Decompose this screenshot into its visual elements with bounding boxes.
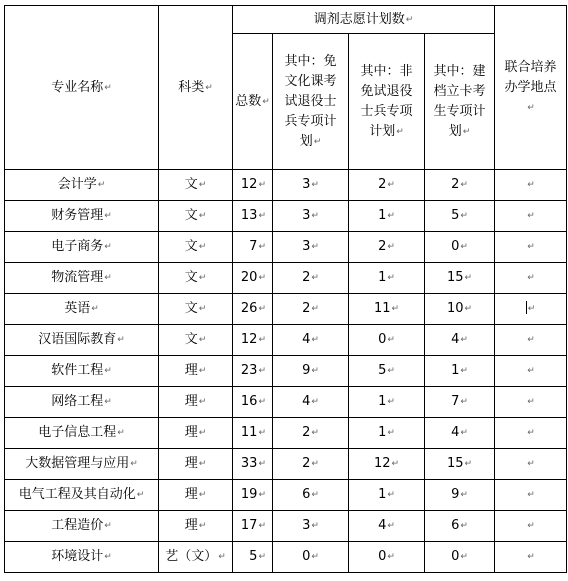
cell-sub3: 4↵ bbox=[425, 418, 495, 449]
header-group-title: 调剂志愿计划数↵ bbox=[233, 6, 495, 34]
return-mark-icon: ↵ bbox=[104, 366, 112, 376]
header-major: 专业名称↵ bbox=[5, 6, 159, 170]
return-mark-icon: ↵ bbox=[527, 552, 535, 562]
return-mark-icon: ↵ bbox=[198, 304, 207, 314]
cell-total: 5↵ bbox=[233, 542, 273, 573]
table-row bbox=[5, 542, 567, 573]
return-mark-icon: ↵ bbox=[198, 211, 207, 221]
return-mark-icon: ↵ bbox=[198, 490, 207, 500]
return-mark-icon: ↵ bbox=[311, 335, 319, 345]
return-mark-icon: ↵ bbox=[311, 304, 319, 314]
return-mark-icon: ↵ bbox=[460, 242, 468, 252]
return-mark-icon: ↵ bbox=[311, 242, 319, 252]
cell-category: 文↵ bbox=[159, 170, 233, 201]
return-mark-icon: ↵ bbox=[527, 490, 535, 500]
cell-sub2: 1↵ bbox=[349, 480, 425, 511]
cell-major: 大数据管理与应用↵ bbox=[5, 449, 159, 480]
cell-sub2: 1↵ bbox=[349, 263, 425, 294]
cell-location[interactable] bbox=[495, 449, 567, 480]
return-mark-icon: ↵ bbox=[258, 366, 266, 376]
return-mark-icon: ↵ bbox=[464, 459, 473, 469]
return-mark-icon: ↵ bbox=[104, 242, 112, 252]
cell-category: 理↵ bbox=[159, 387, 233, 418]
cell-sub3: 6↵ bbox=[425, 511, 495, 542]
cell-category: 理↵ bbox=[159, 480, 233, 511]
cell-category: 文↵ bbox=[159, 325, 233, 356]
return-mark-icon: ↵ bbox=[460, 490, 468, 500]
cell-category: 艺（文）↵ bbox=[159, 542, 233, 573]
cell-major: 电子商务↵ bbox=[5, 232, 159, 263]
return-mark-icon: ↵ bbox=[258, 180, 266, 190]
cell-total: 20↵ bbox=[233, 263, 273, 294]
cell-sub1: 0↵ bbox=[273, 542, 349, 573]
return-mark-icon: ↵ bbox=[387, 242, 395, 252]
return-mark-icon: ↵ bbox=[205, 82, 213, 93]
cell-category: 理↵ bbox=[159, 356, 233, 387]
return-mark-icon: ↵ bbox=[313, 136, 322, 147]
return-mark-icon: ↵ bbox=[527, 335, 535, 345]
cell-sub2: 2↵ bbox=[349, 170, 425, 201]
return-mark-icon: ↵ bbox=[198, 242, 207, 252]
cell-location[interactable] bbox=[495, 356, 567, 387]
header-sub2: 其中：非免试退役士兵专项计划↵ bbox=[349, 34, 425, 170]
cell-sub2: 12↵ bbox=[349, 449, 425, 480]
return-mark-icon: ↵ bbox=[91, 304, 99, 314]
return-mark-icon: ↵ bbox=[198, 273, 207, 283]
cell-sub3: 4↵ bbox=[425, 325, 495, 356]
return-mark-icon: ↵ bbox=[311, 366, 319, 376]
table-row bbox=[5, 294, 567, 325]
cell-major: 物流管理↵ bbox=[5, 263, 159, 294]
cell-location[interactable] bbox=[495, 232, 567, 263]
cell-sub3: 1↵ bbox=[425, 356, 495, 387]
cell-major: 汉语国际教育↵ bbox=[5, 325, 159, 356]
return-mark-icon: ↵ bbox=[460, 552, 468, 562]
table-row bbox=[5, 325, 567, 356]
cell-sub3: 7↵ bbox=[425, 387, 495, 418]
cell-location[interactable] bbox=[495, 480, 567, 511]
table-row bbox=[5, 418, 567, 449]
return-mark-icon: ↵ bbox=[198, 180, 207, 190]
cell-sub3: 15↵ bbox=[425, 449, 495, 480]
return-mark-icon: ↵ bbox=[387, 211, 395, 221]
return-mark-icon: ↵ bbox=[387, 273, 395, 283]
cell-total: 33↵ bbox=[233, 449, 273, 480]
cell-sub3: 2↵ bbox=[425, 170, 495, 201]
return-mark-icon: ↵ bbox=[258, 490, 266, 500]
cell-sub2: 11↵ bbox=[349, 294, 425, 325]
cell-major: 环境设计↵ bbox=[5, 542, 159, 573]
cell-sub1: 2↵ bbox=[273, 418, 349, 449]
enrollment-plan-table bbox=[4, 5, 567, 573]
cell-total: 26↵ bbox=[233, 294, 273, 325]
header-sub3: 其中：建档立卡考生专项计划↵ bbox=[425, 34, 495, 170]
cell-sub1: 4↵ bbox=[273, 325, 349, 356]
cell-location[interactable] bbox=[495, 325, 567, 356]
cell-major: 电气工程及其自动化↵ bbox=[5, 480, 159, 511]
return-mark-icon: ↵ bbox=[527, 366, 535, 376]
return-mark-icon: ↵ bbox=[462, 126, 471, 137]
cell-sub1: 4↵ bbox=[273, 387, 349, 418]
cell-total: 16↵ bbox=[233, 387, 273, 418]
return-mark-icon: ↵ bbox=[464, 304, 473, 314]
cell-location[interactable] bbox=[495, 201, 567, 232]
cell-sub2: 4↵ bbox=[349, 511, 425, 542]
table-row bbox=[5, 170, 567, 201]
cell-sub2: 1↵ bbox=[349, 387, 425, 418]
return-mark-icon: ↵ bbox=[198, 335, 207, 345]
return-mark-icon: ↵ bbox=[198, 459, 207, 469]
return-mark-icon: ↵ bbox=[387, 490, 395, 500]
return-mark-icon: ↵ bbox=[104, 211, 112, 221]
return-mark-icon: ↵ bbox=[198, 397, 207, 407]
cell-category: 理↵ bbox=[159, 511, 233, 542]
cell-sub1: 2↵ bbox=[273, 449, 349, 480]
table-row bbox=[5, 480, 567, 511]
return-mark-icon: ↵ bbox=[198, 521, 207, 531]
return-mark-icon: ↵ bbox=[387, 180, 395, 190]
return-mark-icon: ↵ bbox=[527, 459, 535, 469]
cell-sub3: 15↵ bbox=[425, 263, 495, 294]
return-mark-icon: ↵ bbox=[258, 273, 266, 283]
return-mark-icon: ↵ bbox=[311, 521, 319, 531]
return-mark-icon: ↵ bbox=[460, 366, 468, 376]
return-mark-icon: ↵ bbox=[387, 552, 395, 562]
cell-category: 文↵ bbox=[159, 294, 233, 325]
cell-sub2: 1↵ bbox=[349, 201, 425, 232]
return-mark-icon: ↵ bbox=[527, 211, 535, 221]
table-row bbox=[5, 232, 567, 263]
cell-category: 理↵ bbox=[159, 449, 233, 480]
return-mark-icon: ↵ bbox=[104, 82, 112, 93]
cell-total: 17↵ bbox=[233, 511, 273, 542]
return-mark-icon: ↵ bbox=[527, 242, 535, 252]
cell-location[interactable] bbox=[495, 294, 567, 325]
cell-location[interactable] bbox=[495, 263, 567, 294]
return-mark-icon: ↵ bbox=[311, 552, 319, 562]
cell-major: 工程造价↵ bbox=[5, 511, 159, 542]
cell-sub2: 1↵ bbox=[349, 418, 425, 449]
cell-major: 会计学↵ bbox=[5, 170, 159, 201]
return-mark-icon: ↵ bbox=[198, 366, 207, 376]
cell-total: 19↵ bbox=[233, 480, 273, 511]
return-mark-icon: ↵ bbox=[387, 397, 395, 407]
cell-sub1: 3↵ bbox=[273, 511, 349, 542]
cell-sub3: 5↵ bbox=[425, 201, 495, 232]
cell-sub3: 9↵ bbox=[425, 480, 495, 511]
return-mark-icon: ↵ bbox=[311, 180, 319, 190]
return-mark-icon: ↵ bbox=[527, 521, 535, 531]
table-row bbox=[5, 449, 567, 480]
cell-total: 13↵ bbox=[233, 201, 273, 232]
table-row bbox=[5, 387, 567, 418]
cell-total: 7↵ bbox=[233, 232, 273, 263]
return-mark-icon: ↵ bbox=[311, 397, 319, 407]
return-mark-icon: ↵ bbox=[460, 397, 468, 407]
return-mark-icon: ↵ bbox=[460, 180, 468, 190]
return-mark-icon: ↵ bbox=[311, 211, 319, 221]
cell-category: 理↵ bbox=[159, 418, 233, 449]
return-mark-icon: ↵ bbox=[258, 211, 266, 221]
cell-category: 文↵ bbox=[159, 263, 233, 294]
cell-total: 11↵ bbox=[233, 418, 273, 449]
cell-major: 电子信息工程↵ bbox=[5, 418, 159, 449]
return-mark-icon: ↵ bbox=[527, 397, 535, 407]
cell-sub1: 2↵ bbox=[273, 263, 349, 294]
return-mark-icon: ↵ bbox=[117, 428, 125, 438]
cell-sub3: 0↵ bbox=[425, 232, 495, 263]
cell-total: 12↵ bbox=[233, 325, 273, 356]
return-mark-icon: ↵ bbox=[391, 304, 400, 314]
return-mark-icon: ↵ bbox=[258, 521, 266, 531]
return-mark-icon: ↵ bbox=[104, 521, 112, 531]
return-mark-icon: ↵ bbox=[387, 521, 395, 531]
header-total: 总数↵ bbox=[233, 34, 273, 170]
cell-sub1: 3↵ bbox=[273, 170, 349, 201]
return-mark-icon: ↵ bbox=[104, 552, 112, 562]
cell-sub1: 6↵ bbox=[273, 480, 349, 511]
header-sub1: 其中：免文化课考试退役士兵专项计划↵ bbox=[273, 34, 349, 170]
return-mark-icon: ↵ bbox=[464, 273, 473, 283]
return-mark-icon: ↵ bbox=[311, 490, 319, 500]
return-mark-icon: ↵ bbox=[311, 428, 319, 438]
return-mark-icon: ↵ bbox=[97, 180, 106, 190]
cell-location[interactable] bbox=[495, 418, 567, 449]
return-mark-icon: ↵ bbox=[527, 428, 535, 438]
return-mark-icon: ↵ bbox=[311, 273, 319, 283]
return-mark-icon: ↵ bbox=[527, 180, 535, 190]
return-mark-icon: ↵ bbox=[258, 242, 266, 252]
cell-sub2: 2↵ bbox=[349, 232, 425, 263]
return-mark-icon: ↵ bbox=[258, 459, 266, 469]
cell-major: 财务管理↵ bbox=[5, 201, 159, 232]
cell-sub3: 10↵ bbox=[425, 294, 495, 325]
return-mark-icon: ↵ bbox=[258, 335, 266, 345]
return-mark-icon: ↵ bbox=[527, 102, 535, 113]
cell-sub1: 3↵ bbox=[273, 201, 349, 232]
cell-location[interactable] bbox=[495, 387, 567, 418]
cell-total: 12↵ bbox=[233, 170, 273, 201]
return-mark-icon: ↵ bbox=[527, 273, 535, 283]
return-mark-icon: ↵ bbox=[460, 335, 468, 345]
cell-major: 网络工程↵ bbox=[5, 387, 159, 418]
table-row bbox=[5, 511, 567, 542]
cell-category: 文↵ bbox=[159, 232, 233, 263]
return-mark-icon: ↵ bbox=[130, 459, 138, 469]
return-mark-icon: ↵ bbox=[460, 211, 468, 221]
return-mark-icon: ↵ bbox=[258, 304, 266, 314]
return-mark-icon: ↵ bbox=[396, 126, 404, 137]
cell-major: 软件工程↵ bbox=[5, 356, 159, 387]
return-mark-icon: ↵ bbox=[136, 490, 145, 500]
text-cursor-icon bbox=[526, 301, 527, 314]
cell-location[interactable] bbox=[495, 511, 567, 542]
return-mark-icon: ↵ bbox=[198, 428, 207, 438]
return-mark-icon: ↵ bbox=[218, 552, 226, 562]
return-mark-icon: ↵ bbox=[262, 96, 270, 107]
cell-sub3: 0↵ bbox=[425, 542, 495, 573]
return-mark-icon: ↵ bbox=[104, 397, 112, 407]
table-row bbox=[5, 263, 567, 294]
cell-sub1: 3↵ bbox=[273, 232, 349, 263]
cell-location[interactable] bbox=[495, 542, 567, 573]
cell-major: 英语↵ bbox=[5, 294, 159, 325]
cell-location[interactable] bbox=[495, 170, 567, 201]
return-mark-icon: ↵ bbox=[387, 366, 395, 376]
return-mark-icon: ↵ bbox=[311, 459, 319, 469]
return-mark-icon: ↵ bbox=[391, 459, 400, 469]
table-row bbox=[5, 356, 567, 387]
return-mark-icon: ↵ bbox=[104, 273, 112, 283]
return-mark-icon: ↵ bbox=[387, 335, 395, 345]
return-mark-icon: ↵ bbox=[527, 304, 536, 314]
return-mark-icon: ↵ bbox=[258, 428, 266, 438]
cell-sub2: 0↵ bbox=[349, 325, 425, 356]
cell-sub1: 2↵ bbox=[273, 294, 349, 325]
return-mark-icon: ↵ bbox=[460, 521, 468, 531]
cell-category: 文↵ bbox=[159, 201, 233, 232]
return-mark-icon: ↵ bbox=[117, 335, 125, 345]
cell-sub2: 0↵ bbox=[349, 542, 425, 573]
cell-sub1: 9↵ bbox=[273, 356, 349, 387]
return-mark-icon: ↵ bbox=[460, 428, 468, 438]
header-location: 联合培养办学地点↵ bbox=[495, 6, 567, 170]
return-mark-icon: ↵ bbox=[405, 14, 414, 25]
cell-total: 23↵ bbox=[233, 356, 273, 387]
return-mark-icon: ↵ bbox=[258, 552, 266, 562]
return-mark-icon: ↵ bbox=[258, 397, 266, 407]
cell-sub2: 5↵ bbox=[349, 356, 425, 387]
table-row bbox=[5, 201, 567, 232]
header-category: 科类↵ bbox=[159, 6, 233, 170]
return-mark-icon: ↵ bbox=[387, 428, 395, 438]
